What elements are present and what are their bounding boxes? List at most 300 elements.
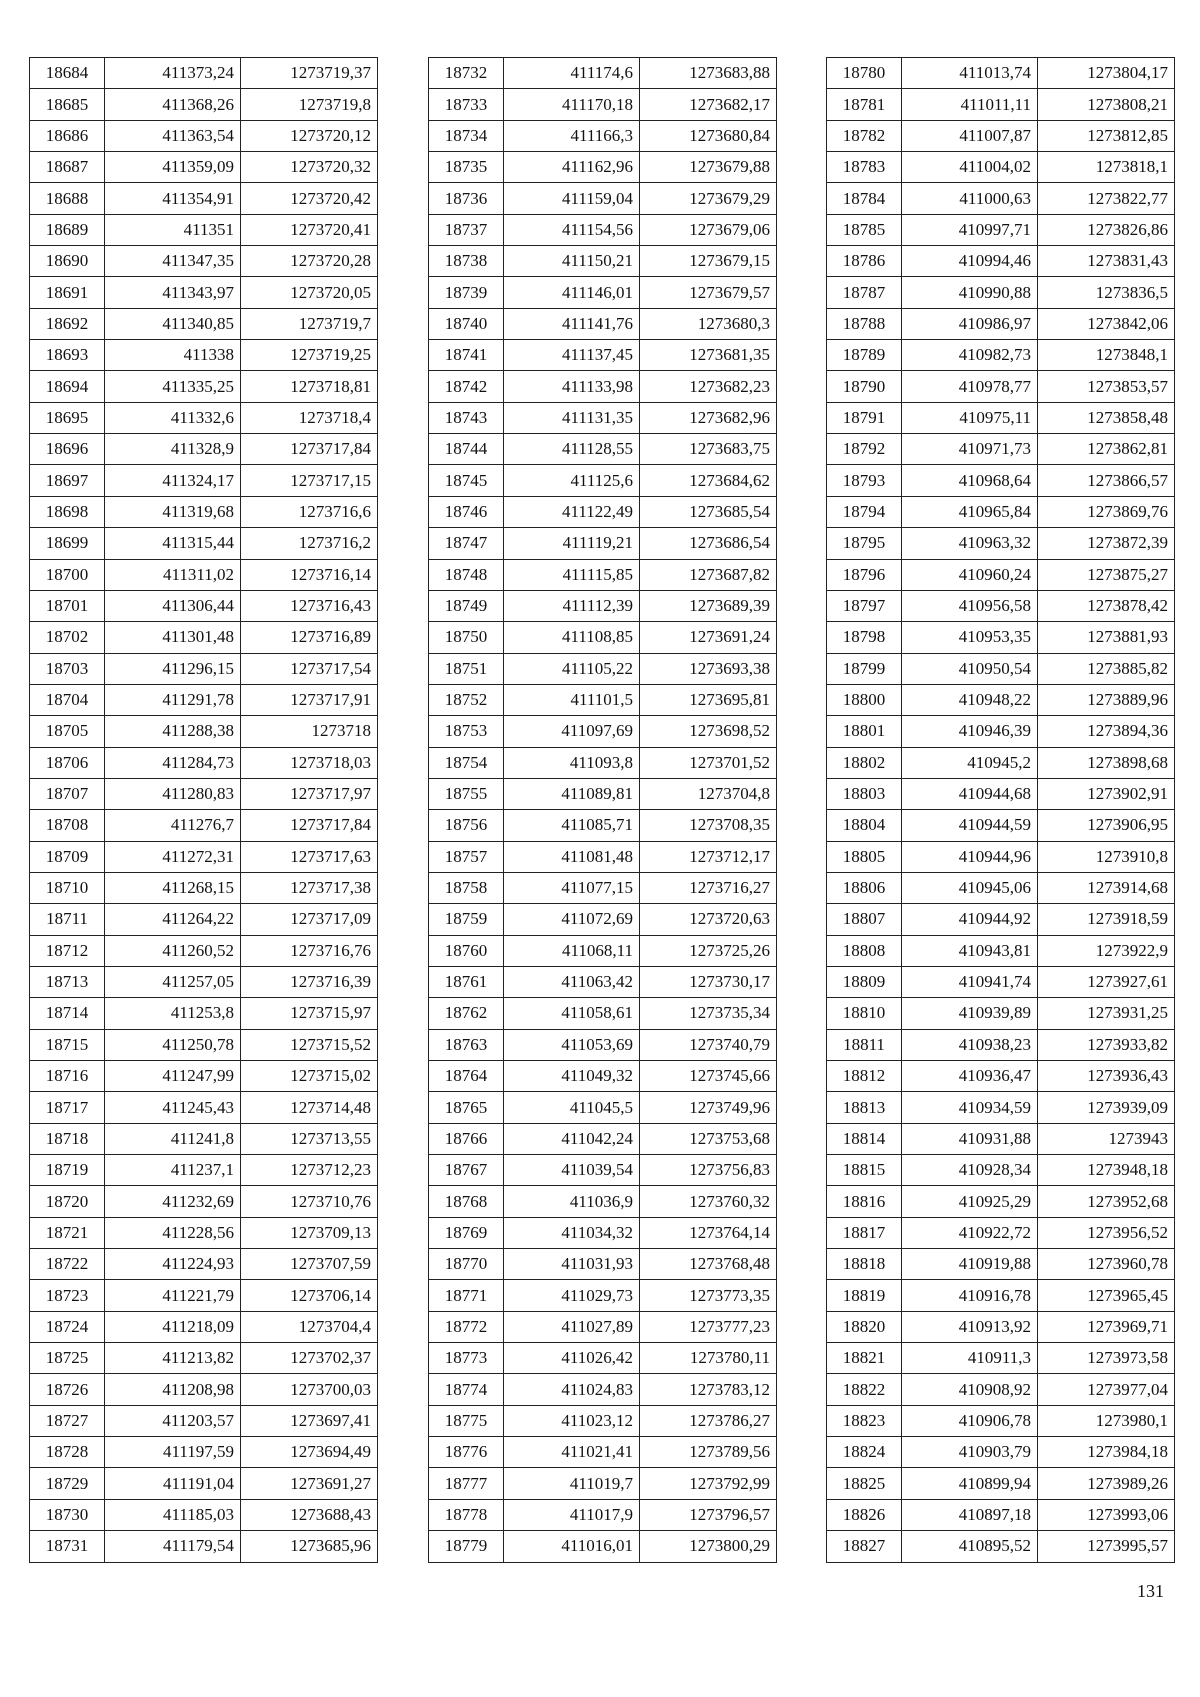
point-number-cell: 18695 [30, 402, 105, 433]
point-number-cell: 18765 [429, 1092, 504, 1123]
point-number-cell: 18753 [429, 716, 504, 747]
x-coordinate-cell: 411354,91 [105, 183, 241, 214]
x-coordinate-cell: 411049,32 [504, 1061, 640, 1092]
point-number-cell: 18716 [30, 1061, 105, 1092]
x-coordinate-cell: 410919,88 [902, 1249, 1038, 1280]
y-coordinate-cell: 1273931,25 [1038, 998, 1175, 1029]
y-coordinate-cell: 1273862,81 [1038, 434, 1175, 465]
x-coordinate-cell: 411328,9 [105, 434, 241, 465]
point-number-cell: 18746 [429, 496, 504, 527]
table-row [30, 496, 378, 527]
table-row [30, 1280, 378, 1311]
y-coordinate-cell: 1273679,29 [640, 183, 777, 214]
x-coordinate-cell: 411101,5 [504, 684, 640, 715]
x-coordinate-cell: 410953,35 [902, 622, 1038, 653]
y-coordinate-cell: 1273910,8 [1038, 841, 1175, 872]
point-number-cell: 18817 [827, 1217, 902, 1248]
table-row [429, 935, 777, 966]
y-coordinate-cell: 1273697,41 [241, 1405, 378, 1436]
y-coordinate-cell: 1273965,45 [1038, 1280, 1175, 1311]
point-number-cell: 18705 [30, 716, 105, 747]
x-coordinate-cell: 410948,22 [902, 684, 1038, 715]
point-number-cell: 18767 [429, 1155, 504, 1186]
table-row [30, 1249, 378, 1280]
table-row [827, 246, 1175, 277]
table-row [429, 622, 777, 653]
point-number-cell: 18723 [30, 1280, 105, 1311]
table-row [30, 1499, 378, 1530]
y-coordinate-cell: 1273822,77 [1038, 183, 1175, 214]
table-row [30, 89, 378, 120]
point-number-cell: 18807 [827, 904, 902, 935]
y-coordinate-cell: 1273716,39 [241, 966, 378, 997]
table-row [827, 810, 1175, 841]
table-row [30, 308, 378, 339]
table-row [827, 653, 1175, 684]
x-coordinate-cell: 411213,82 [105, 1343, 241, 1374]
point-number-cell: 18715 [30, 1029, 105, 1060]
x-coordinate-cell: 410931,88 [902, 1123, 1038, 1154]
table-row [429, 1437, 777, 1468]
table-row [30, 904, 378, 935]
table-row [827, 528, 1175, 559]
y-coordinate-cell: 1273760,32 [640, 1186, 777, 1217]
x-coordinate-cell: 411000,63 [902, 183, 1038, 214]
x-coordinate-cell: 411340,85 [105, 308, 241, 339]
y-coordinate-cell: 1273683,88 [640, 58, 777, 89]
point-number-cell: 18801 [827, 716, 902, 747]
point-number-cell: 18814 [827, 1123, 902, 1154]
point-number-cell: 18799 [827, 653, 902, 684]
table-row [30, 152, 378, 183]
table-row [827, 966, 1175, 997]
table-row [30, 590, 378, 621]
point-number-cell: 18763 [429, 1029, 504, 1060]
y-coordinate-cell: 1273717,15 [241, 465, 378, 496]
y-coordinate-cell: 1273709,13 [241, 1217, 378, 1248]
y-coordinate-cell: 1273881,93 [1038, 622, 1175, 653]
y-coordinate-cell: 1273717,91 [241, 684, 378, 715]
y-coordinate-cell: 1273715,52 [241, 1029, 378, 1060]
x-coordinate-cell: 411122,49 [504, 496, 640, 527]
x-coordinate-cell: 410939,89 [902, 998, 1038, 1029]
point-number-cell: 18769 [429, 1217, 504, 1248]
table-row [429, 120, 777, 151]
y-coordinate-cell: 1273680,84 [640, 120, 777, 151]
x-coordinate-cell: 411019,7 [504, 1468, 640, 1499]
x-coordinate-cell: 410963,32 [902, 528, 1038, 559]
point-number-cell: 18719 [30, 1155, 105, 1186]
point-number-cell: 18780 [827, 58, 902, 89]
table-row [30, 402, 378, 433]
table-row [30, 559, 378, 590]
y-coordinate-cell: 1273691,24 [640, 622, 777, 653]
table-row [827, 89, 1175, 120]
x-coordinate-cell: 411133,98 [504, 371, 640, 402]
table-row [827, 1280, 1175, 1311]
point-number-cell: 18757 [429, 841, 504, 872]
table-row [429, 340, 777, 371]
x-coordinate-cell: 411150,21 [504, 246, 640, 277]
point-number-cell: 18701 [30, 590, 105, 621]
y-coordinate-cell: 1273831,43 [1038, 246, 1175, 277]
point-number-cell: 18772 [429, 1311, 504, 1342]
table-row [30, 1029, 378, 1060]
x-coordinate-cell: 411077,15 [504, 872, 640, 903]
y-coordinate-cell: 1273869,76 [1038, 496, 1175, 527]
point-number-cell: 18727 [30, 1405, 105, 1436]
table-row [30, 371, 378, 402]
x-coordinate-cell: 411128,55 [504, 434, 640, 465]
x-coordinate-cell: 410906,78 [902, 1405, 1038, 1436]
y-coordinate-cell: 1273735,34 [640, 998, 777, 1029]
table-row [827, 1437, 1175, 1468]
point-number-cell: 18808 [827, 935, 902, 966]
point-number-cell: 18738 [429, 246, 504, 277]
point-number-cell: 18745 [429, 465, 504, 496]
y-coordinate-cell: 1273717,63 [241, 841, 378, 872]
y-coordinate-cell: 1273682,23 [640, 371, 777, 402]
point-number-cell: 18734 [429, 120, 504, 151]
x-coordinate-cell: 411115,85 [504, 559, 640, 590]
x-coordinate-cell: 410916,78 [902, 1280, 1038, 1311]
point-number-cell: 18722 [30, 1249, 105, 1280]
table-row [429, 1061, 777, 1092]
coordinates-table-1 [29, 57, 378, 1563]
y-coordinate-cell: 1273719,37 [241, 58, 378, 89]
table-row [30, 246, 378, 277]
point-number-cell: 18721 [30, 1217, 105, 1248]
y-coordinate-cell: 1273718,03 [241, 747, 378, 778]
table-row [429, 684, 777, 715]
x-coordinate-cell: 411203,57 [105, 1405, 241, 1436]
x-coordinate-cell: 411241,8 [105, 1123, 241, 1154]
point-number-cell: 18685 [30, 89, 105, 120]
y-coordinate-cell: 1273710,76 [241, 1186, 378, 1217]
point-number-cell: 18743 [429, 402, 504, 433]
x-coordinate-cell: 411208,98 [105, 1374, 241, 1405]
point-number-cell: 18782 [827, 120, 902, 151]
x-coordinate-cell: 410997,71 [902, 214, 1038, 245]
point-number-cell: 18779 [429, 1531, 504, 1562]
point-number-cell: 18795 [827, 528, 902, 559]
y-coordinate-cell: 1273716,14 [241, 559, 378, 590]
y-coordinate-cell: 1273708,35 [640, 810, 777, 841]
table-row [429, 747, 777, 778]
x-coordinate-cell: 410994,46 [902, 246, 1038, 277]
table-row [30, 1437, 378, 1468]
y-coordinate-cell: 1273681,35 [640, 340, 777, 371]
x-coordinate-cell: 410965,84 [902, 496, 1038, 527]
y-coordinate-cell: 1273717,84 [241, 434, 378, 465]
table-row [827, 1061, 1175, 1092]
x-coordinate-cell: 411185,03 [105, 1499, 241, 1530]
x-coordinate-cell: 411191,04 [105, 1468, 241, 1499]
x-coordinate-cell: 411253,8 [105, 998, 241, 1029]
x-coordinate-cell: 411260,52 [105, 935, 241, 966]
y-coordinate-cell: 1273680,3 [640, 308, 777, 339]
table-row [827, 841, 1175, 872]
point-number-cell: 18798 [827, 622, 902, 653]
point-number-cell: 18706 [30, 747, 105, 778]
table-row [429, 58, 777, 89]
x-coordinate-cell: 411093,8 [504, 747, 640, 778]
table-row [30, 434, 378, 465]
y-coordinate-cell: 1273720,63 [640, 904, 777, 935]
point-number-cell: 18688 [30, 183, 105, 214]
x-coordinate-cell: 410944,96 [902, 841, 1038, 872]
point-number-cell: 18724 [30, 1311, 105, 1342]
table-row [827, 1029, 1175, 1060]
table-row [30, 1468, 378, 1499]
table-row [429, 716, 777, 747]
y-coordinate-cell: 1273777,23 [640, 1311, 777, 1342]
table-row [827, 1374, 1175, 1405]
x-coordinate-cell: 411280,83 [105, 778, 241, 809]
table-row [827, 308, 1175, 339]
y-coordinate-cell: 1273786,27 [640, 1405, 777, 1436]
y-coordinate-cell: 1273679,06 [640, 214, 777, 245]
x-coordinate-cell: 411089,81 [504, 778, 640, 809]
x-coordinate-cell: 411197,59 [105, 1437, 241, 1468]
table-row [30, 841, 378, 872]
point-number-cell: 18796 [827, 559, 902, 590]
point-number-cell: 18754 [429, 747, 504, 778]
point-number-cell: 18731 [30, 1531, 105, 1562]
point-number-cell: 18770 [429, 1249, 504, 1280]
point-number-cell: 18787 [827, 277, 902, 308]
table-row [30, 1217, 378, 1248]
y-coordinate-cell: 1273812,85 [1038, 120, 1175, 151]
point-number-cell: 18784 [827, 183, 902, 214]
x-coordinate-cell: 411359,09 [105, 152, 241, 183]
table-row [30, 528, 378, 559]
point-number-cell: 18773 [429, 1343, 504, 1374]
y-coordinate-cell: 1273875,27 [1038, 559, 1175, 590]
x-coordinate-cell: 411081,48 [504, 841, 640, 872]
table-row [827, 904, 1175, 935]
x-coordinate-cell: 411068,11 [504, 935, 640, 966]
table-row [827, 1249, 1175, 1280]
point-number-cell: 18824 [827, 1437, 902, 1468]
point-number-cell: 18740 [429, 308, 504, 339]
table-row [429, 1343, 777, 1374]
y-coordinate-cell: 1273956,52 [1038, 1217, 1175, 1248]
y-coordinate-cell: 1273969,71 [1038, 1311, 1175, 1342]
point-number-cell: 18730 [30, 1499, 105, 1530]
x-coordinate-cell: 410897,18 [902, 1499, 1038, 1530]
y-coordinate-cell: 1273720,05 [241, 277, 378, 308]
y-coordinate-cell: 1273933,82 [1038, 1029, 1175, 1060]
y-coordinate-cell: 1273780,11 [640, 1343, 777, 1374]
table-row [30, 1092, 378, 1123]
table-row [827, 716, 1175, 747]
table-row [827, 183, 1175, 214]
x-coordinate-cell: 411058,61 [504, 998, 640, 1029]
point-number-cell: 18760 [429, 935, 504, 966]
x-coordinate-cell: 411026,42 [504, 1343, 640, 1374]
x-coordinate-cell: 411368,26 [105, 89, 241, 120]
table-row [827, 340, 1175, 371]
point-number-cell: 18708 [30, 810, 105, 841]
y-coordinate-cell: 1273682,17 [640, 89, 777, 120]
table-row [827, 1217, 1175, 1248]
table-row [30, 622, 378, 653]
point-number-cell: 18791 [827, 402, 902, 433]
point-number-cell: 18693 [30, 340, 105, 371]
x-coordinate-cell: 410975,11 [902, 402, 1038, 433]
table-row [429, 904, 777, 935]
table-row [827, 1499, 1175, 1530]
x-coordinate-cell: 411036,9 [504, 1186, 640, 1217]
y-coordinate-cell: 1273973,58 [1038, 1343, 1175, 1374]
table-row [827, 747, 1175, 778]
x-coordinate-cell: 411023,12 [504, 1405, 640, 1436]
y-coordinate-cell: 1273716,76 [241, 935, 378, 966]
point-number-cell: 18700 [30, 559, 105, 590]
y-coordinate-cell: 1273702,37 [241, 1343, 378, 1374]
point-number-cell: 18691 [30, 277, 105, 308]
table-row [827, 590, 1175, 621]
x-coordinate-cell: 411162,96 [504, 152, 640, 183]
y-coordinate-cell: 1273796,57 [640, 1499, 777, 1530]
y-coordinate-cell: 1273745,66 [640, 1061, 777, 1092]
point-number-cell: 18766 [429, 1123, 504, 1154]
y-coordinate-cell: 1273872,39 [1038, 528, 1175, 559]
point-number-cell: 18703 [30, 653, 105, 684]
point-number-cell: 18761 [429, 966, 504, 997]
x-coordinate-cell: 411311,02 [105, 559, 241, 590]
y-coordinate-cell: 1273718,81 [241, 371, 378, 402]
point-number-cell: 18774 [429, 1374, 504, 1405]
y-coordinate-cell: 1273960,78 [1038, 1249, 1175, 1280]
x-coordinate-cell: 411159,04 [504, 183, 640, 214]
table-row [827, 120, 1175, 151]
x-coordinate-cell: 411306,44 [105, 590, 241, 621]
x-coordinate-cell: 411276,7 [105, 810, 241, 841]
table-row [30, 1405, 378, 1436]
point-number-cell: 18696 [30, 434, 105, 465]
y-coordinate-cell: 1273939,09 [1038, 1092, 1175, 1123]
y-coordinate-cell: 1273858,48 [1038, 402, 1175, 433]
coordinates-table-3 [826, 57, 1175, 1563]
table-row [429, 810, 777, 841]
table-row [429, 1499, 777, 1530]
point-number-cell: 18741 [429, 340, 504, 371]
table-row [429, 89, 777, 120]
table-row [429, 1092, 777, 1123]
point-number-cell: 18736 [429, 183, 504, 214]
point-number-cell: 18789 [827, 340, 902, 371]
x-coordinate-cell: 411257,05 [105, 966, 241, 997]
point-number-cell: 18775 [429, 1405, 504, 1436]
point-number-cell: 18776 [429, 1437, 504, 1468]
point-number-cell: 18809 [827, 966, 902, 997]
table-row [30, 58, 378, 89]
y-coordinate-cell: 1273706,14 [241, 1280, 378, 1311]
table-row [827, 1092, 1175, 1123]
y-coordinate-cell: 1273927,61 [1038, 966, 1175, 997]
point-number-cell: 18758 [429, 872, 504, 903]
point-number-cell: 18818 [827, 1249, 902, 1280]
table-row [30, 966, 378, 997]
y-coordinate-cell: 1273993,06 [1038, 1499, 1175, 1530]
y-coordinate-cell: 1273792,99 [640, 1468, 777, 1499]
x-coordinate-cell: 411024,83 [504, 1374, 640, 1405]
x-coordinate-cell: 411013,74 [902, 58, 1038, 89]
x-coordinate-cell: 410990,88 [902, 277, 1038, 308]
table-row [429, 872, 777, 903]
y-coordinate-cell: 1273952,68 [1038, 1186, 1175, 1217]
point-number-cell: 18806 [827, 872, 902, 903]
y-coordinate-cell: 1273701,52 [640, 747, 777, 778]
table-row [30, 214, 378, 245]
y-coordinate-cell: 1273704,8 [640, 778, 777, 809]
x-coordinate-cell: 410928,34 [902, 1155, 1038, 1186]
table-row [30, 935, 378, 966]
x-coordinate-cell: 411031,93 [504, 1249, 640, 1280]
x-coordinate-cell: 411174,6 [504, 58, 640, 89]
table-row [429, 559, 777, 590]
table-row [30, 277, 378, 308]
table-row [429, 1280, 777, 1311]
x-coordinate-cell: 411045,5 [504, 1092, 640, 1123]
x-coordinate-cell: 411296,15 [105, 653, 241, 684]
x-coordinate-cell: 411007,87 [902, 120, 1038, 151]
x-coordinate-cell: 411063,42 [504, 966, 640, 997]
y-coordinate-cell: 1273768,48 [640, 1249, 777, 1280]
x-coordinate-cell: 411042,24 [504, 1123, 640, 1154]
point-number-cell: 18825 [827, 1468, 902, 1499]
point-number-cell: 18697 [30, 465, 105, 496]
y-coordinate-cell: 1273693,38 [640, 653, 777, 684]
x-coordinate-cell: 411301,48 [105, 622, 241, 653]
point-number-cell: 18792 [827, 434, 902, 465]
table-row [30, 1374, 378, 1405]
point-number-cell: 18752 [429, 684, 504, 715]
table-row [429, 966, 777, 997]
table-row [827, 277, 1175, 308]
x-coordinate-cell: 411166,3 [504, 120, 640, 151]
x-coordinate-cell: 410936,47 [902, 1061, 1038, 1092]
table-row [827, 778, 1175, 809]
x-coordinate-cell: 411237,1 [105, 1155, 241, 1186]
table-row [429, 1155, 777, 1186]
x-coordinate-cell: 411053,69 [504, 1029, 640, 1060]
x-coordinate-cell: 410895,52 [902, 1531, 1038, 1562]
point-number-cell: 18689 [30, 214, 105, 245]
y-coordinate-cell: 1273764,14 [640, 1217, 777, 1248]
y-coordinate-cell: 1273685,96 [241, 1531, 378, 1562]
point-number-cell: 18714 [30, 998, 105, 1029]
y-coordinate-cell: 1273730,17 [640, 966, 777, 997]
table-row [827, 1311, 1175, 1342]
y-coordinate-cell: 1273885,82 [1038, 653, 1175, 684]
point-number-cell: 18748 [429, 559, 504, 590]
point-number-cell: 18717 [30, 1092, 105, 1123]
y-coordinate-cell: 1273878,42 [1038, 590, 1175, 621]
table-row [429, 1405, 777, 1436]
point-number-cell: 18810 [827, 998, 902, 1029]
y-coordinate-cell: 1273717,54 [241, 653, 378, 684]
x-coordinate-cell: 411105,22 [504, 653, 640, 684]
point-number-cell: 18788 [827, 308, 902, 339]
point-number-cell: 18793 [827, 465, 902, 496]
point-number-cell: 18710 [30, 872, 105, 903]
x-coordinate-cell: 411141,76 [504, 308, 640, 339]
table-row [429, 590, 777, 621]
point-number-cell: 18694 [30, 371, 105, 402]
